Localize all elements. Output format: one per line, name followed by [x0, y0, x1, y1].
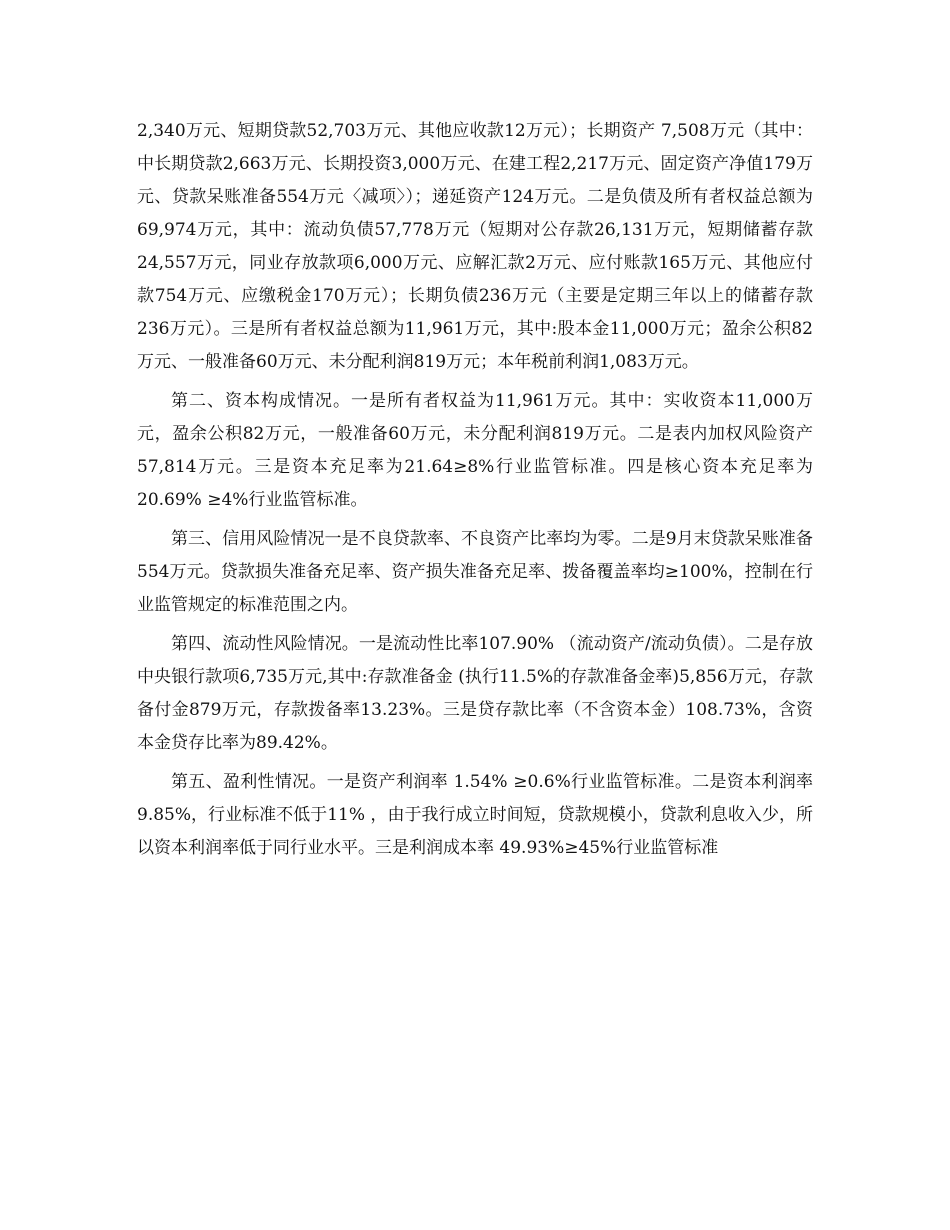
paragraph-balance-sheet: 2,340万元、短期贷款52,703万元、其他应收款12万元）；长期资产 7,508万元（其中：中长期贷款2,663万元、长期投资3,000万元、在建工程2,217万元、固定资产净值179万元、贷款呆账准备554万元〈减项〉）；递延资产124万元。二是负债及所有者权益总额为69,974万元，其中：流动负债57,778万元（短期对公存款26,131万元，短期储蓄存款24,557万元，同业存放款项6,000万元、应解汇款2万元、应付账款165万元、其他应付款754万元、应缴税金170万元）；长期负债236万元（主要是定期三年以上的储蓄存款236万元）。三是所有者权益总额为11,961万元，其中:股本金11,000万元；盈余公积82万元、一般准备60万元、未分配利润819万元；本年税前利润1,083万元。: [137, 121, 813, 372]
document-body: [137, 115, 813, 871]
paragraph-capital-structure: 第二、资本构成情况。一是所有者权益为11,961万元。其中：实收资本11,000万元，盈余公积82万元，一般准备60万元，未分配利润819万元。二是表内加权风险资产57,814万元。三是资本充足率为21.64≥8%行业监管标准。四是核心资本充足率为20.69% ≥4%行业监管标准。: [137, 391, 813, 510]
paragraph-liquidity-risk: 第四、流动性风险情况。一是流动性比率107.90% （流动资产/流动负债）。二是存放中央银行款项6,735万元,其中:存款准备金 (执行11.5%的存款准备金率)5,856万元，存款备付金879万元，存款拨备率13.23%。三是贷存款比率（不含资本金）108.73%，含资本金贷存比率为89.42%。: [137, 634, 813, 753]
paragraph-profitability: 第五、盈利性情况。一是资产利润率 1.54% ≥0.6%行业监管标准。二是资本利润率 9.85%，行业标准不低于11% ，由于我行成立时间短，贷款规模小，贷款利息收入少，所以资本利润率低于同行业水平。三是利润成本率 49.93%≥45%行业监管标准: [137, 772, 813, 858]
paragraph-credit-risk: 第三、信用风险情况一是不良贷款率、不良资产比率均为零。二是9月末贷款呆账准备554万元。贷款损失准备充足率、资产损失准备充足率、拨备覆盖率均≥100%，控制在行业监管规定的标准范围之内。: [137, 529, 813, 615]
